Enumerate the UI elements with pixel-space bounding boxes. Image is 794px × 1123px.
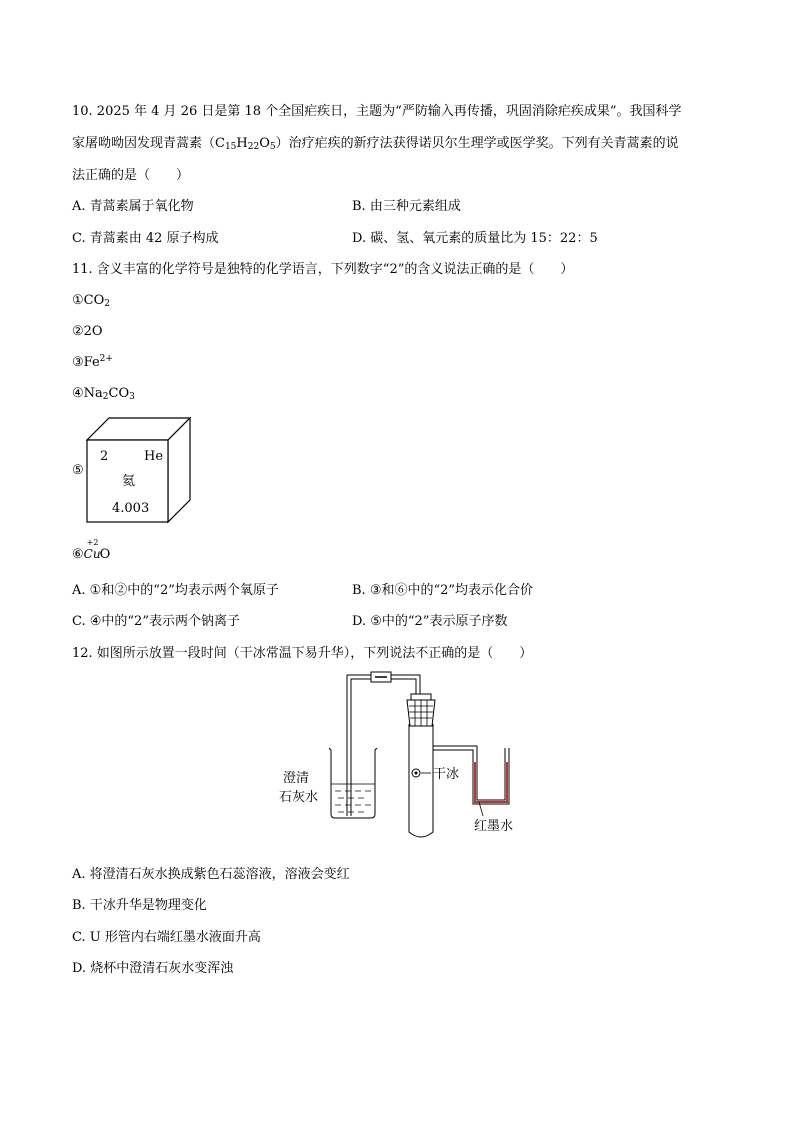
- q11-item-6: ⑥ +2 CuO: [72, 538, 111, 562]
- q10-option-c: C. 青蒿素由 42 原子构成: [72, 231, 219, 246]
- label-limewater-1: 澄清: [283, 771, 310, 786]
- q12-stem: 12. 如图所示放置一段时间（干冰常温下易升华），下列说法不正确的是（ ）: [72, 646, 533, 661]
- limewater-liquid: [335, 791, 371, 812]
- q10-stem-line3: 法正确的是（ ）: [72, 168, 190, 183]
- test-tube: [409, 724, 433, 837]
- u-tube-inner: [477, 748, 505, 800]
- q10-option-b: B. 由三种元素组成: [352, 199, 461, 214]
- q12-option-b: B. 干冰升华是物理变化: [72, 898, 207, 913]
- q12-option-c: C. U 形管内右端红墨水液面升高: [72, 930, 261, 945]
- q10-stem-line2: 家屠呦呦因发现青蒿素$(C_{15}H_{22}O_5)$治疗疟疾的新疗法获得诺贝尔生理学或医学奖。下列有关青蒿素的说: [72, 136, 679, 152]
- q11-option-a: A. ①和②中的“2”均表示两个氧原子: [72, 583, 279, 598]
- q10-option-a: A. 青蒿素属于氧化物: [72, 199, 194, 214]
- q11-option-d: D. ⑤中的“2”表示原子序数: [352, 614, 508, 629]
- q11-stem: 11. 含义丰富的化学符号是独特的化学语言，下列数字“2”的含义说法正确的是（ ）: [72, 262, 574, 277]
- label-dry-ice: 干冰: [433, 767, 460, 782]
- stopper-cap: [411, 694, 431, 700]
- q11-item-4: $④Na_2CO_3$: [72, 386, 135, 402]
- q11-option-c: C. ④中的“2”表示两个钠离子: [72, 614, 240, 629]
- valence-notation: +2 Cu: [83, 538, 101, 561]
- experiment-apparatus: [275, 666, 525, 838]
- beaker: [329, 748, 377, 818]
- label-limewater-2: 石灰水: [279, 790, 319, 805]
- q11-item-5-label: ⑤: [72, 463, 84, 478]
- q11-item-2: ②2O: [72, 324, 103, 339]
- q11-item-3: $③Fe^{2+}$: [72, 354, 113, 370]
- atomic-number: 2: [100, 449, 109, 464]
- q11-option-b: B. ③和⑥中的“2”均表示化合价: [352, 583, 534, 598]
- element-cell-helium: [86, 416, 196, 524]
- label-red-ink: 红墨水: [474, 819, 514, 834]
- gas-tube-inner: [351, 679, 416, 816]
- u-tube-outer: [473, 748, 509, 804]
- q12-option-d: D. 烧杯中澄清石灰水变浑浊: [72, 961, 234, 976]
- atomic-mass: 4.003: [112, 501, 150, 516]
- q11-item-1: $①CO_2$: [72, 293, 110, 309]
- element-symbol: He: [144, 449, 164, 464]
- q10-stem-line1: 10. 2025 年 4 月 26 日是第 18 个全国疟疾日，主题为“严防输入再传播，巩固消除疟疾成果”。我国科学: [72, 104, 682, 119]
- q12-option-a: A. 将澄清石灰水换成紫色石蕊溶液，溶液会变红: [72, 867, 350, 882]
- q10-option-d: D. 碳、氢、氧元素的质量比为 15：22：5: [352, 231, 598, 246]
- element-name: 氦: [122, 474, 136, 489]
- red-ink: [474, 762, 508, 803]
